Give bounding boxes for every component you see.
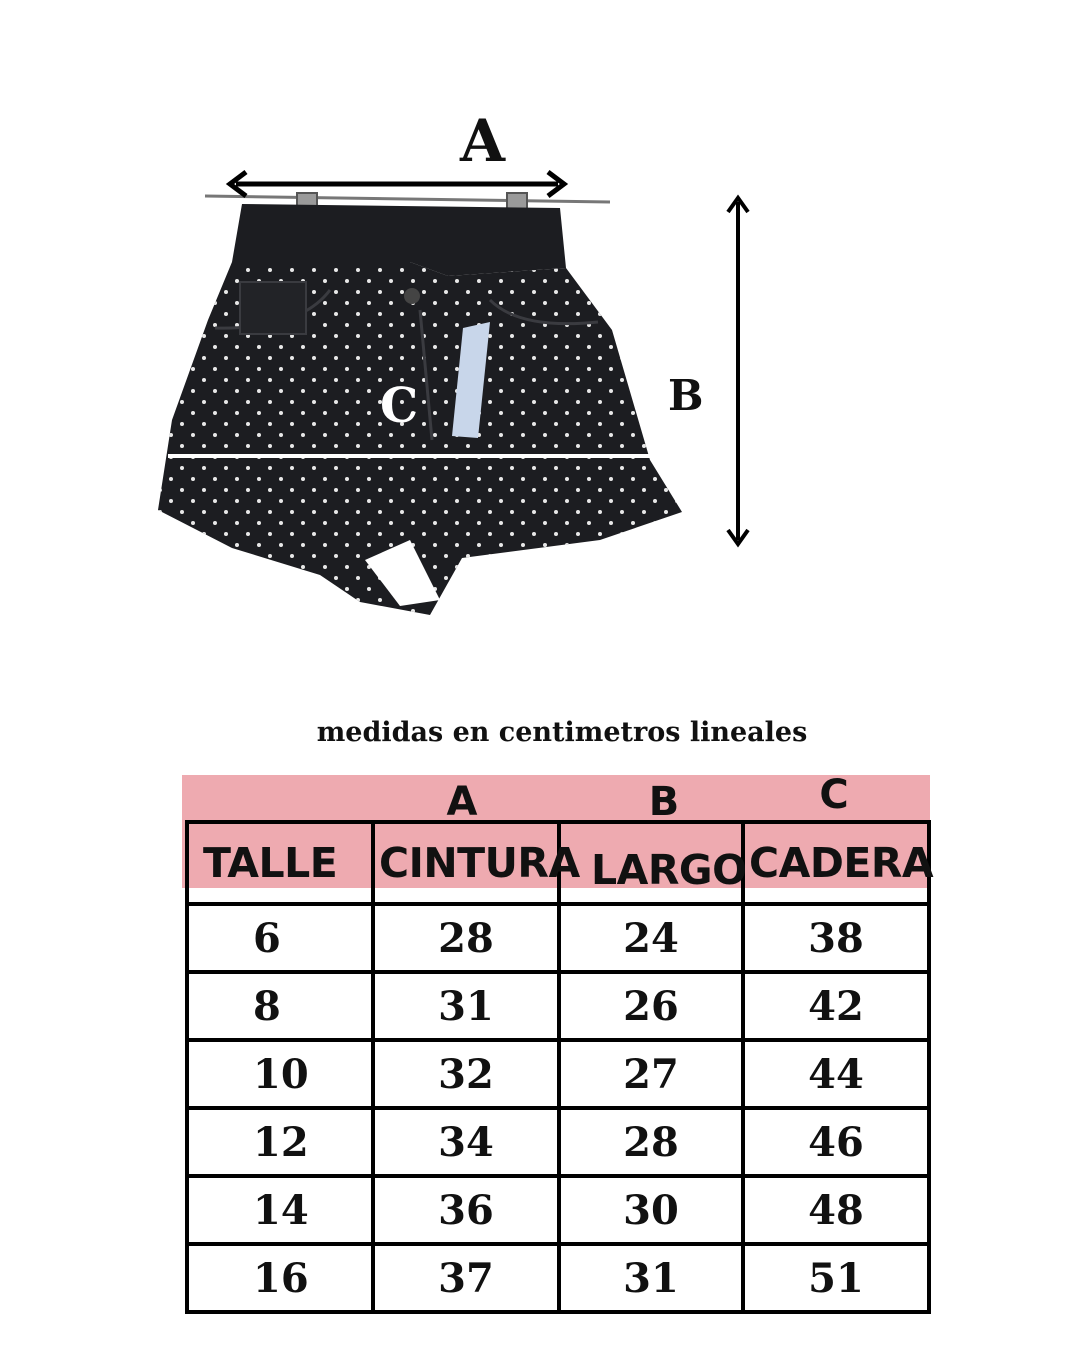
cell-largo: 31 — [559, 1244, 743, 1312]
header-talle: TALLE — [187, 822, 373, 904]
shorts-illustration — [0, 0, 1080, 660]
cell-cadera: 51 — [743, 1244, 929, 1312]
cell-talle: 6 — [187, 904, 373, 972]
cell-talle: 10 — [187, 1040, 373, 1108]
button — [404, 288, 420, 304]
cell-cintura: 34 — [373, 1108, 559, 1176]
table-row — [187, 1244, 929, 1312]
cell-cadera: 44 — [743, 1040, 929, 1108]
cell-cadera: 46 — [743, 1108, 929, 1176]
table-row — [187, 1176, 929, 1244]
cell-talle: 12 — [187, 1108, 373, 1176]
measurements-note: medidas en centimetros lineales — [316, 717, 808, 748]
table-row — [187, 904, 929, 972]
cell-cintura: 37 — [373, 1244, 559, 1312]
cell-largo: 30 — [559, 1176, 743, 1244]
cell-cintura: 36 — [373, 1176, 559, 1244]
cell-cadera: 38 — [743, 904, 929, 972]
size-chart-table — [185, 820, 934, 1314]
column-letter-b: B — [648, 779, 680, 825]
cell-talle: 14 — [187, 1176, 373, 1244]
cell-largo: 26 — [559, 972, 743, 1040]
cell-cintura: 32 — [373, 1040, 559, 1108]
column-letter-a: A — [446, 779, 478, 825]
table-row — [187, 1040, 929, 1108]
header-cadera: CADERA — [743, 822, 929, 904]
table-row — [187, 972, 929, 1040]
dimension-arrow-b — [728, 198, 748, 544]
cell-largo: 28 — [559, 1108, 743, 1176]
cell-cadera: 48 — [743, 1176, 929, 1244]
header-cintura: CINTURA — [373, 822, 559, 904]
cell-cintura: 28 — [373, 904, 559, 972]
dimension-label-b: B — [668, 371, 704, 420]
cell-cadera: 42 — [743, 972, 929, 1040]
cell-largo: 27 — [559, 1040, 743, 1108]
column-letter-c: C — [819, 772, 849, 818]
dimension-label-a: A — [460, 107, 506, 175]
cell-talle: 16 — [187, 1244, 373, 1312]
table-header-row — [187, 822, 929, 904]
cell-cintura: 31 — [373, 972, 559, 1040]
header-largo: LARGO — [559, 822, 743, 904]
dimension-label-c: C — [380, 378, 419, 434]
table-row — [187, 1108, 929, 1176]
cell-talle: 8 — [187, 972, 373, 1040]
cell-largo: 24 — [559, 904, 743, 972]
